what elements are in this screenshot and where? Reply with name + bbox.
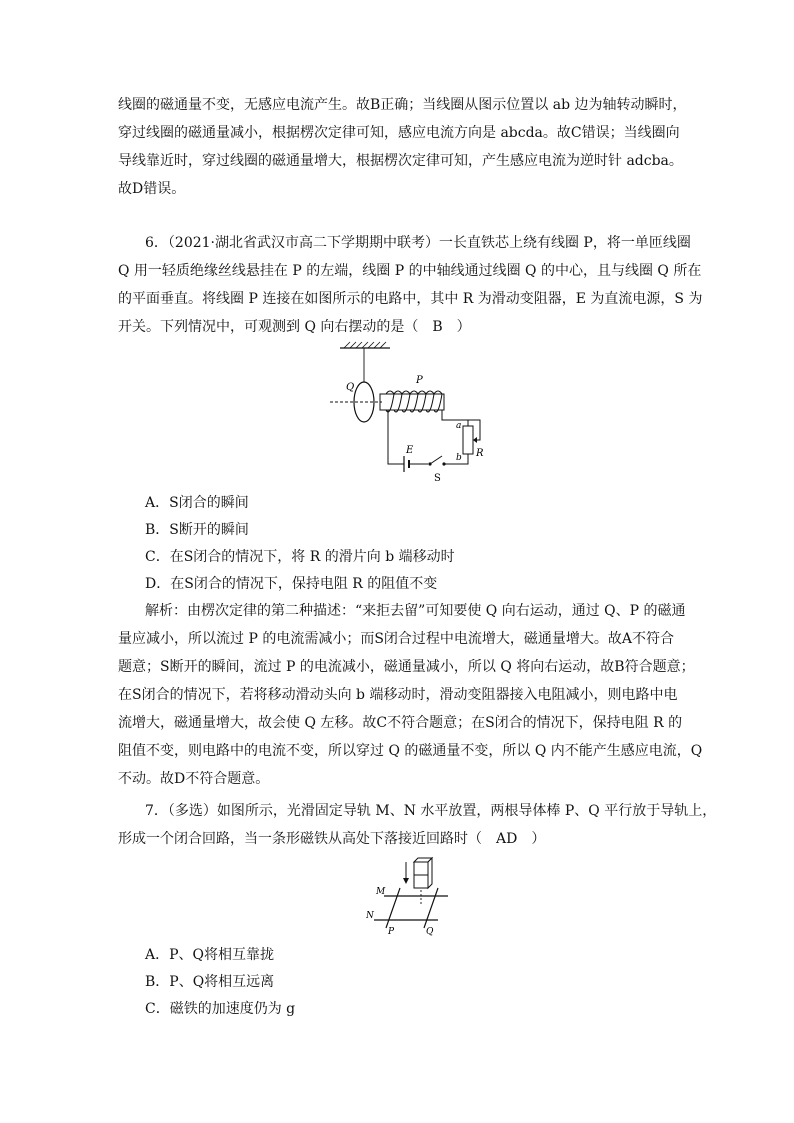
q6-analysis-line-3: 题意；S断开的瞬间，流过 P 的电流减小，磁通量减小，所以 Q 将向右运动，故B符合题意； — [118, 659, 695, 675]
label-r: R — [476, 448, 484, 459]
label-b: b — [456, 453, 462, 463]
q6-stem-line-1: 6．（2021·湖北省武汉市高二下学期期中联考）一长直铁芯上绕有线圈 P，将一单匝线圈 — [145, 235, 691, 251]
q6-analysis-line-1: 解析：由楞次定律的第二种描述：“来拒去留”可知要使 Q 向右运动，通过 Q、P 的磁通 — [145, 603, 686, 619]
q6-option-c: C．在S闭合的情况下，将 R 的滑片向 b 端移动时 — [145, 549, 455, 565]
label-a: a — [456, 421, 462, 431]
q6-analysis-line-5: 流增大，磁通量增大，故会使 Q 左移。故C不符合题意；在S闭合的情况下，保持电阻 R 的 — [118, 715, 683, 731]
q6-option-a: A．S闭合的瞬间 — [145, 495, 249, 511]
q6-stem-line-2: Q 用一轻质绝缘丝线悬挂在 P 的左端，线圈 P 的中轴线通过线圈 Q 的中心，且与线圈 Q 所在 — [118, 263, 702, 279]
q6-stem-line-4: 开关。下列情况中，可观测到 Q 向右摆动的是（ B ） — [118, 319, 471, 335]
label-e: E — [406, 445, 414, 456]
q7-option-b: B．P、Q将相互远离 — [145, 974, 275, 990]
q6-option-d: D．在S闭合的情况下，保持电阻 R 的阻值不变 — [145, 576, 438, 592]
label-p: P — [416, 375, 423, 386]
q6-analysis-line-2: 量应减小，所以流过 P 的电流需减小；而S闭合过程中电流增大，磁通量增大。故A不符合 — [118, 631, 675, 647]
q7-stem-line-1: 7．（多选）如图所示，光滑固定导轨 M、N 水平放置，两根导体棒 P、Q 平行放于导轨上， — [145, 803, 717, 819]
label-n: N — [366, 911, 374, 921]
intro-line-1: 线圈的磁通量不变，无感应电流产生。故B正确；当线圈从图示位置以 ab 边为轴转动瞬时， — [118, 97, 687, 113]
q7-option-a: A．P、Q将相互靠拢 — [145, 947, 275, 963]
q6-circuit-figure — [330, 338, 500, 488]
q6-option-b: B．S断开的瞬间 — [145, 522, 249, 538]
label-m: M — [376, 887, 386, 897]
q7-stem-line-2: 形成一个闭合回路，当一条形磁铁从高处下落接近回路时（ AD ） — [118, 831, 546, 847]
q7-rails-figure — [366, 854, 466, 938]
q6-analysis-line-7: 不动。故D不符合题意。 — [118, 771, 270, 787]
q6-analysis-line-6: 阻值不变，则电路中的电流不变，所以穿过 Q 的磁通量不变，所以 Q 内不能产生感应电流，Q — [118, 743, 703, 759]
q6-analysis-line-4: 在S闭合的情况下，若将移动滑动头向 b 端移动时，滑动变阻器接入电阻减小，则电路中电 — [118, 687, 678, 703]
intro-line-2: 穿过线圈的磁通量减小，根据楞次定律可知，感应电流方向是 abcda。故C错误；当线圈向 — [118, 125, 680, 141]
intro-line-3: 导线靠近时，穿过线圈的磁通量增大，根据楞次定律可知，产生感应电流为逆时针 adcba。 — [118, 153, 683, 169]
intro-line-4: 故D错误。 — [118, 181, 186, 197]
rheostat-shape — [463, 426, 473, 454]
iron-core-shape — [380, 394, 444, 410]
q6-stem-line-3: 的平面垂直。将线圈 P 连接在如图所示的电路中，其中 R 为滑动变阻器，E 为直流电源，S 为 — [118, 291, 703, 307]
q7-option-c: C．磁铁的加速度仍为 g — [145, 1001, 296, 1017]
label-s: S — [434, 473, 441, 484]
label-q: Q — [346, 382, 355, 393]
label-p-rod: P — [388, 927, 395, 937]
label-q-rod: Q — [426, 927, 434, 937]
